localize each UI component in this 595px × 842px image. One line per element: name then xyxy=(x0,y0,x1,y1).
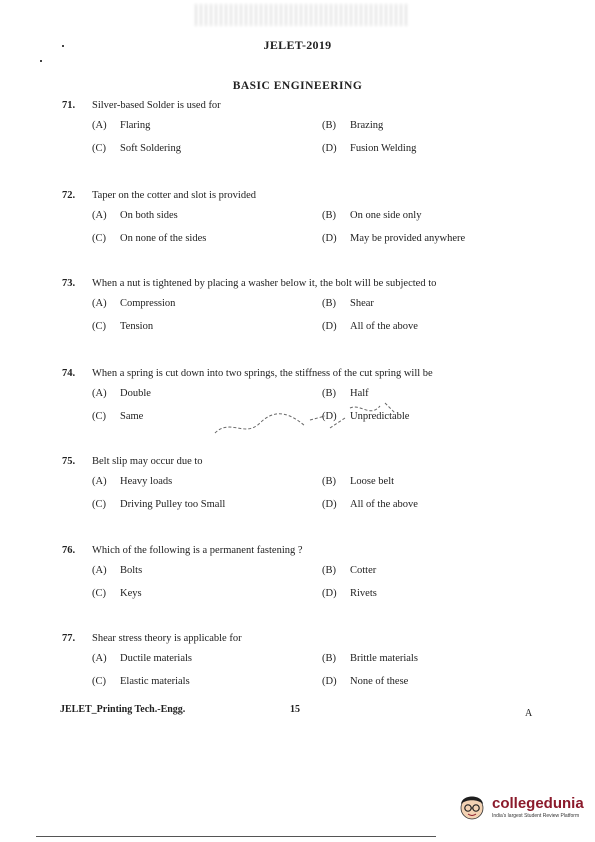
question-text: When a nut is tightened by placing a washer below it, the bolt will be subjected to xyxy=(92,278,437,289)
question-text: Which of the following is a permanent fastening ? xyxy=(92,545,303,556)
option-a: (A) Double xyxy=(92,388,151,399)
option-a: (A) Bolts xyxy=(92,565,143,576)
page-number: 15 xyxy=(290,704,300,715)
option-b: (B) Half xyxy=(322,388,369,399)
option-c: (C) Same xyxy=(92,411,144,422)
mascot-icon xyxy=(456,790,488,824)
option-b: (B) Loose belt xyxy=(322,476,395,487)
option-d: (D) Unpredictable xyxy=(322,411,410,422)
bottom-divider xyxy=(36,836,436,837)
option-a: (A) On both sides xyxy=(92,210,178,221)
option-d: (D) May be provided anywhere xyxy=(322,233,466,244)
option-c: (C) Driving Pulley too Small xyxy=(92,499,226,510)
option-b: (B) Brazing xyxy=(322,120,384,131)
paper-name: JELET_Printing Tech.-Engg. xyxy=(60,704,186,715)
option-a: (A) Ductile materials xyxy=(92,653,193,664)
option-c: (C) Soft Soldering xyxy=(92,143,181,154)
option-b: (B) On one side only xyxy=(322,210,422,221)
option-d: (D) All of the above xyxy=(322,499,418,510)
question-number: 72. xyxy=(62,190,76,201)
option-b: (B) Shear xyxy=(322,298,374,309)
question-text: Taper on the cotter and slot is provided xyxy=(92,190,257,201)
option-c: (C) Tension xyxy=(92,321,154,332)
question-text: Shear stress theory is applicable for xyxy=(92,633,242,644)
question-76 xyxy=(62,545,532,599)
question-number: 75. xyxy=(62,456,76,467)
question-number: 73. xyxy=(62,278,76,289)
question-text: Silver-based Solder is used for xyxy=(92,100,221,111)
collegedunia-logo xyxy=(456,790,584,824)
option-c: (C) Keys xyxy=(92,588,142,599)
question-text: When a spring is cut down into two springs, the stiffness of the cut spring will be xyxy=(92,368,433,379)
question-number: 71. xyxy=(62,100,76,111)
question-number: 76. xyxy=(62,545,76,556)
scan-dot xyxy=(40,60,42,62)
option-b: (B) Brittle materials xyxy=(322,653,418,664)
option-a: (A) Compression xyxy=(92,298,176,309)
question-75 xyxy=(62,456,532,510)
question-text: Belt slip may occur due to xyxy=(92,456,203,467)
set-code: A xyxy=(525,708,533,719)
option-d: (D) Fusion Welding xyxy=(322,143,417,154)
option-c: (C) Elastic materials xyxy=(92,676,190,687)
logo-tagline: India's largest Student Review Platform xyxy=(492,812,580,819)
question-number: 74. xyxy=(62,368,76,379)
option-a: (A) Flaring xyxy=(92,120,151,131)
option-b: (B) Cotter xyxy=(322,565,377,576)
option-c: (C) On none of the sides xyxy=(92,233,207,244)
question-71 xyxy=(62,100,532,154)
option-d: (D) None of these xyxy=(322,676,409,687)
option-a: (A) Heavy loads xyxy=(92,476,173,487)
scan-artifact xyxy=(195,4,410,26)
option-d: (D) Rivets xyxy=(322,588,377,599)
exam-title: JELET-2019 xyxy=(263,38,332,52)
logo-brand: collegedunia xyxy=(492,794,584,812)
option-d: (D) All of the above xyxy=(322,321,418,332)
question-72 xyxy=(62,190,532,244)
question-73 xyxy=(62,278,532,332)
section-title: BASIC ENGINEERING xyxy=(232,80,363,92)
question-number: 77. xyxy=(62,633,76,644)
question-77 xyxy=(62,633,532,687)
scribble-mark xyxy=(210,398,410,448)
